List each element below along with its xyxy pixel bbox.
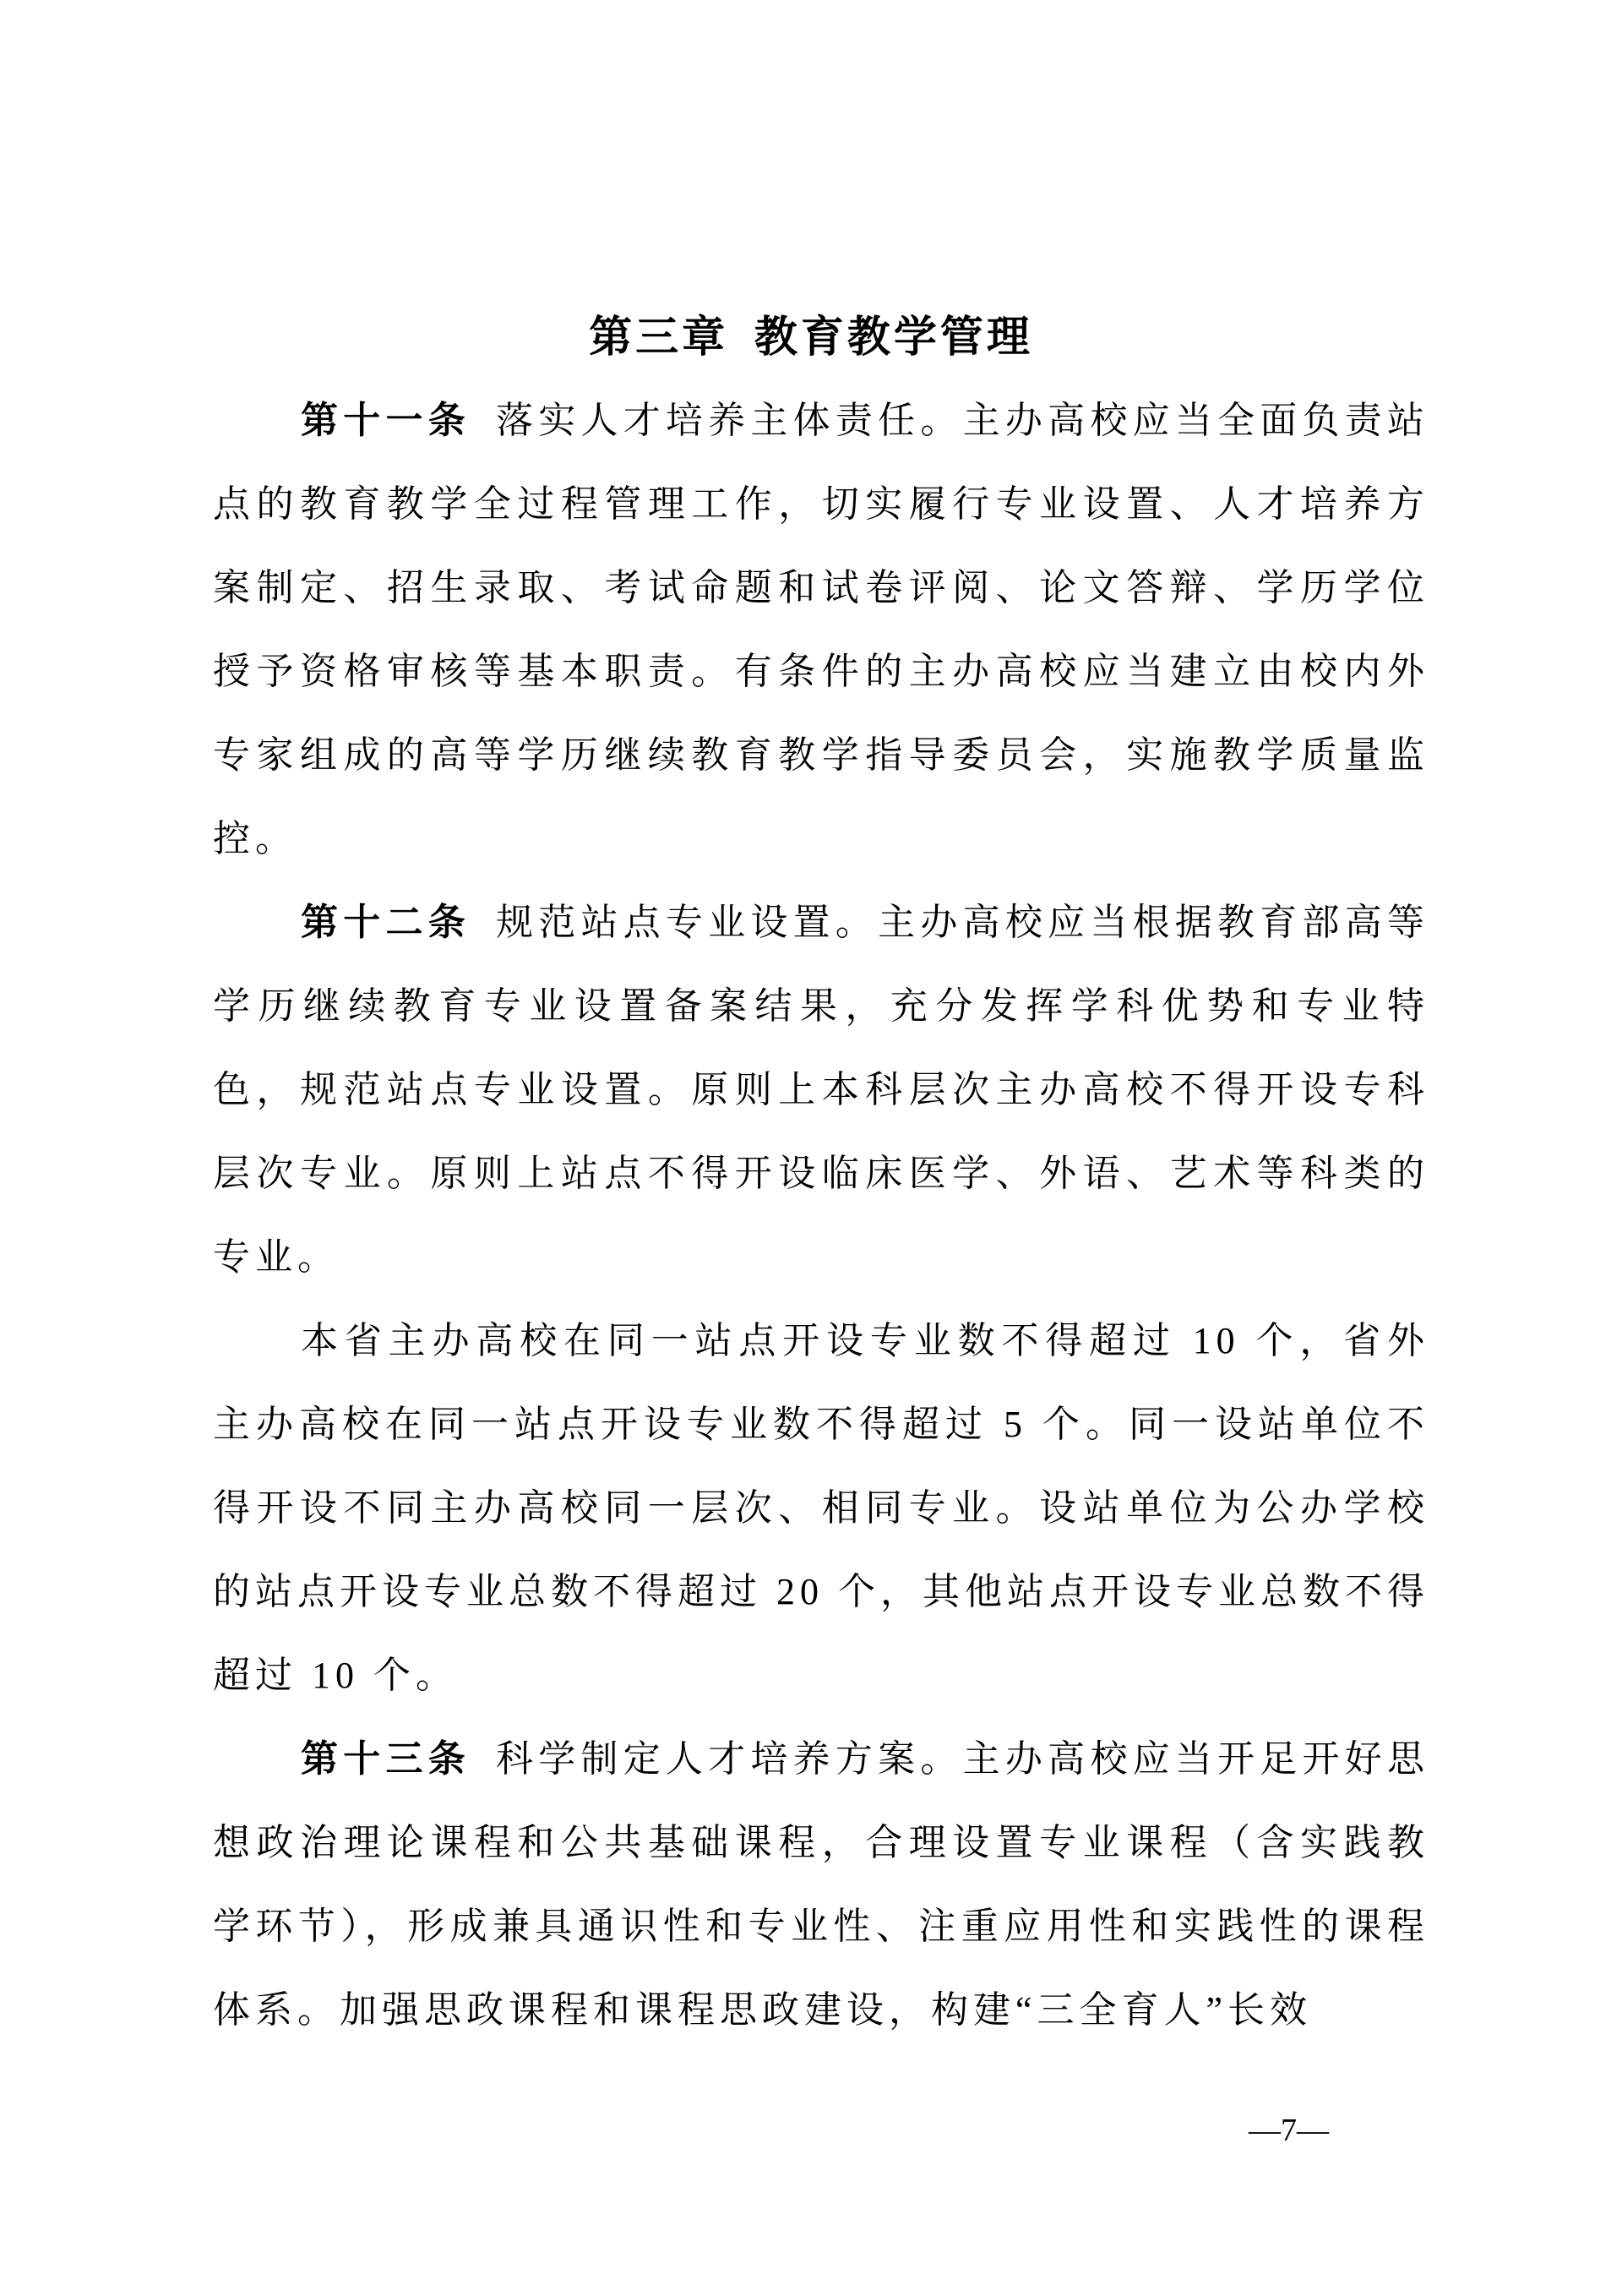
- page-number: —7—: [1249, 2113, 1329, 2148]
- article-label: 第十一条: [301, 400, 471, 441]
- article-label: 第十二条: [301, 902, 471, 943]
- article-label: 第十三条: [301, 1738, 471, 1780]
- chapter-title: 第三章 教育教学管理: [589, 314, 1033, 362]
- paragraph-article-11: [213, 379, 1429, 881]
- article-text: 本省主办高校在同一站点开设专业数不得超过 10 个，省外主办高校在同一站点开设专业数不得超过 5 个。同一设站单位不得开设不同主办高校同一层次、相同专业。设站单位为公办学校的站点开设专业总数不得超过 20 个，其他站点开设专业总数不得超过 10 个。: [213, 1320, 1429, 1696]
- paragraph-article-13: [213, 1717, 1429, 2052]
- article-text: 科学制定人才培养方案。主办高校应当开足开好思想政治理论课程和公共基础课程，合理设置专业课程（含实践教学环节），形成兼具通识性和专业性、注重应用性和实践性的课程体系。加强思政课程和课程思政建设，构建“三全育人”长效: [213, 1738, 1430, 2031]
- article-text: 规范站点专业设置。主办高校应当根据教育部高等学历继续教育专业设置备案结果，充分发挥学科优势和专业特色，规范站点专业设置。原则上本科层次主办高校不得开设专科层次专业。原则上站点不得开设临床医学、外语、艺术等科类的专业。: [213, 902, 1430, 1278]
- paragraph-article-12: [213, 881, 1429, 1299]
- article-text: 落实人才培养主体责任。主办高校应当全面负责站点的教育教学全过程管理工作，切实履行专业设置、人才培养方案制定、招生录取、考试命题和试卷评阅、论文答辩、学历学位授予资格审核等基本职责。有条件的主办高校应当建立由校内外专家组成的高等学历继续教育教学指导委员会，实施教学质量监控。: [213, 400, 1430, 859]
- paragraph-quota-rules: [213, 1299, 1429, 1717]
- document-body: [213, 379, 1429, 2052]
